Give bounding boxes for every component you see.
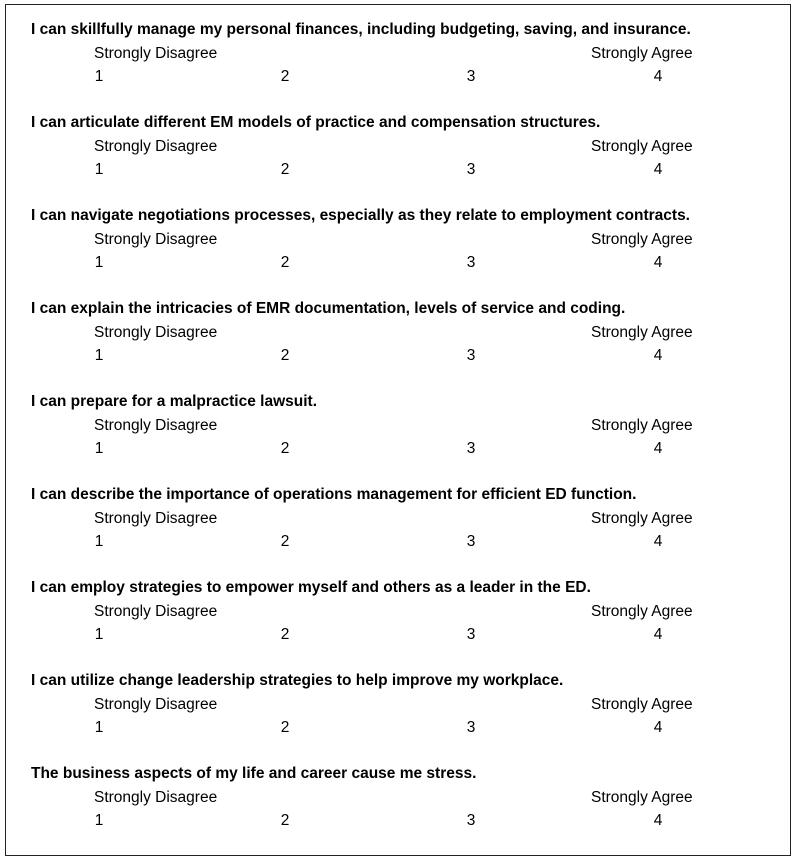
scale-right-anchor: Strongly Agree	[591, 45, 693, 62]
question-text: The business aspects of my life and career cause me stress.	[31, 765, 477, 782]
scale-left-anchor: Strongly Disagree	[94, 45, 218, 62]
scale-point-3[interactable]: 3	[466, 812, 476, 829]
survey-item	[6, 5, 790, 85]
scale-point-3[interactable]: 3	[466, 68, 476, 85]
scale-point-1[interactable]: 1	[94, 719, 104, 736]
scale-point-2[interactable]: 2	[280, 254, 290, 271]
scale-point-1[interactable]: 1	[94, 347, 104, 364]
question-text: I can navigate negotiations processes, especially as they relate to employment contracts.	[31, 207, 690, 224]
scale-point-3[interactable]: 3	[466, 719, 476, 736]
scale-left-anchor: Strongly Disagree	[94, 603, 218, 620]
question-text: I can articulate different EM models of practice and compensation structures.	[31, 114, 601, 131]
scale-right-anchor: Strongly Agree	[591, 417, 693, 434]
question-text: I can explain the intricacies of EMR documentation, levels of service and coding.	[31, 300, 626, 317]
scale-point-4[interactable]: 4	[653, 161, 663, 178]
scale-left-anchor: Strongly Disagree	[94, 138, 218, 155]
survey-item	[6, 284, 790, 364]
scale-point-4[interactable]: 4	[653, 68, 663, 85]
scale-right-anchor: Strongly Agree	[591, 324, 693, 341]
scale-point-3[interactable]: 3	[466, 533, 476, 550]
scale-point-4[interactable]: 4	[653, 812, 663, 829]
question-text: I can prepare for a malpractice lawsuit.	[31, 393, 318, 410]
survey-item	[6, 191, 790, 271]
scale-right-anchor: Strongly Agree	[591, 696, 693, 713]
scale-point-4[interactable]: 4	[653, 254, 663, 271]
survey-item	[6, 377, 790, 457]
scale-point-2[interactable]: 2	[280, 347, 290, 364]
scale-right-anchor: Strongly Agree	[591, 603, 693, 620]
scale-left-anchor: Strongly Disagree	[94, 789, 218, 806]
question-text: I can utilize change leadership strategies to help improve my workplace.	[31, 672, 564, 689]
question-text: I can skillfully manage my personal finances, including budgeting, saving, and insurance.	[31, 21, 691, 38]
scale-left-anchor: Strongly Disagree	[94, 696, 218, 713]
scale-left-anchor: Strongly Disagree	[94, 324, 218, 341]
scale-right-anchor: Strongly Agree	[591, 138, 693, 155]
survey-item	[6, 749, 790, 829]
scale-point-3[interactable]: 3	[466, 440, 476, 457]
scale-point-4[interactable]: 4	[653, 440, 663, 457]
scale-point-3[interactable]: 3	[466, 347, 476, 364]
scale-left-anchor: Strongly Disagree	[94, 510, 218, 527]
scale-left-anchor: Strongly Disagree	[94, 417, 218, 434]
scale-point-1[interactable]: 1	[94, 812, 104, 829]
survey-frame	[5, 4, 791, 856]
scale-point-1[interactable]: 1	[94, 440, 104, 457]
scale-point-4[interactable]: 4	[653, 719, 663, 736]
scale-point-1[interactable]: 1	[94, 161, 104, 178]
scale-point-2[interactable]: 2	[280, 440, 290, 457]
scale-point-2[interactable]: 2	[280, 533, 290, 550]
scale-point-4[interactable]: 4	[653, 533, 663, 550]
scale-point-2[interactable]: 2	[280, 68, 290, 85]
survey-item	[6, 98, 790, 178]
scale-point-2[interactable]: 2	[280, 812, 290, 829]
survey-item	[6, 563, 790, 643]
scale-point-2[interactable]: 2	[280, 719, 290, 736]
scale-point-1[interactable]: 1	[94, 533, 104, 550]
scale-right-anchor: Strongly Agree	[591, 789, 693, 806]
scale-point-3[interactable]: 3	[466, 254, 476, 271]
scale-right-anchor: Strongly Agree	[591, 510, 693, 527]
scale-point-4[interactable]: 4	[653, 626, 663, 643]
scale-point-1[interactable]: 1	[94, 626, 104, 643]
scale-point-3[interactable]: 3	[466, 161, 476, 178]
question-text: I can employ strategies to empower myself and others as a leader in the ED.	[31, 579, 591, 596]
scale-point-2[interactable]: 2	[280, 161, 290, 178]
scale-right-anchor: Strongly Agree	[591, 231, 693, 248]
scale-point-1[interactable]: 1	[94, 68, 104, 85]
scale-point-1[interactable]: 1	[94, 254, 104, 271]
scale-point-3[interactable]: 3	[466, 626, 476, 643]
scale-point-4[interactable]: 4	[653, 347, 663, 364]
scale-left-anchor: Strongly Disagree	[94, 231, 218, 248]
question-text: I can describe the importance of operations management for efficient ED function.	[31, 486, 637, 503]
survey-item	[6, 470, 790, 550]
survey-item	[6, 656, 790, 736]
scale-point-2[interactable]: 2	[280, 626, 290, 643]
